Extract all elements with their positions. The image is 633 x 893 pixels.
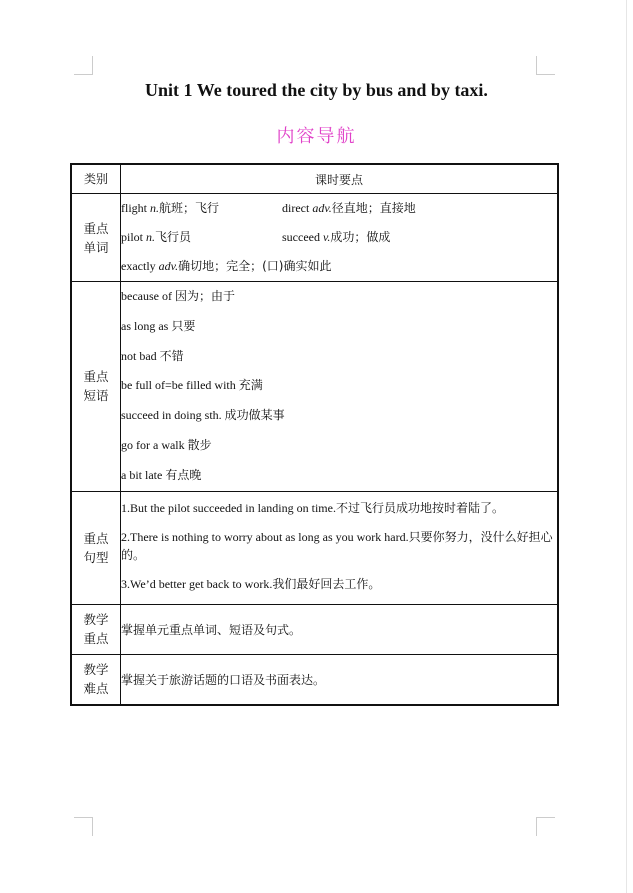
category-label: 教学 [83,612,109,628]
phrase-en: as long as [121,318,172,333]
category-label: 教学 [83,662,109,678]
sentence-cn: 只要你努力，没什么好担心的。 [121,529,553,562]
category-cell-difficulties [71,654,121,705]
category-label: 重点 [83,530,109,546]
table-row-sentences [71,491,558,604]
difficulties-text: 掌握关于旅游话题的口语及书面表达。 [121,654,559,705]
phrase-en: not bad [121,348,160,363]
phrase-line [121,431,557,461]
page-title: Unit 1 We toured the city by bus and by taxi. [145,80,488,100]
word-line [121,252,557,281]
category-label: 单词 [83,239,109,255]
table-header-row [71,164,558,194]
table-row-difficulties [71,654,558,705]
phrase-cn: 不错 [159,348,184,363]
word-cn: 确切地；完全；(口)确实如此 [178,259,332,273]
word-pos: n. [150,201,159,215]
word-en: succeed [282,230,323,244]
crop-mark-bottom-left [74,817,93,836]
sentences-cell [121,491,559,604]
table-row-phrases [71,282,558,492]
phrase-en: because of [121,289,175,303]
table-row-key-points [71,604,558,654]
sentence-item [121,499,557,517]
category-label: 句型 [83,549,109,565]
phrase-line [121,312,557,342]
words-cell [121,194,559,282]
sentence-cn: 不过飞行员成功地按时着陆了。 [335,500,504,515]
phrase-cn: 因为；由于 [174,289,235,303]
word-pos: adv. [312,201,332,215]
phrase-en: a bit late [121,467,166,482]
sentence-en: 2.There is nothing to worry about as long as you work hard. [121,529,409,544]
word-cn: 成功；做成 [330,230,391,244]
phrase-en: go for a walk [121,437,188,452]
category-cell-phrases [71,282,121,492]
header-category: 类别 [71,164,121,194]
phrase-en: be full of=be filled with [121,378,239,393]
phrase-cn: 散步 [187,437,212,452]
section-subtitle: 内容导航 [276,126,357,147]
word-en: flight [121,201,150,215]
phrase-line [121,401,557,431]
key-points-text: 掌握单元重点单词、短语及句式。 [121,604,559,654]
crop-mark-bottom-right [536,817,555,836]
phrases-cell [121,282,559,492]
category-label: 重点 [83,220,109,236]
category-label: 短语 [83,388,109,404]
category-cell-sentences [71,491,121,604]
sentence-cn: 我们最好回去工作。 [272,576,381,591]
category-cell-key-points [71,604,121,654]
word-en: pilot [121,230,147,244]
lesson-table [70,163,559,706]
header-points: 课时要点 [121,164,559,194]
sentence-item [121,575,557,593]
phrase-cn: 只要 [171,318,196,333]
crop-mark-top-right [536,56,555,75]
crop-mark-top-left [74,56,93,75]
word-pos: n. [146,230,156,244]
word-en: exactly [121,259,159,273]
word-en: direct [282,201,313,215]
category-label: 难点 [83,681,109,697]
phrase-line [121,371,557,401]
phrase-cn: 成功做某事 [224,408,285,423]
word-line [121,223,557,252]
table-row-words [71,194,558,282]
sentence-en: 1.But the pilot succeeded in landing on time. [121,500,336,515]
category-label: 重点 [83,631,109,647]
word-cn: 飞行员 [155,230,192,244]
sentence-en: 3.We’d better get back to work. [121,576,273,591]
word-cn: 航班；飞行 [159,201,220,215]
category-label: 重点 [83,369,109,385]
word-cn: 径直地；直接地 [331,201,416,215]
phrase-en: succeed in doing sth. [121,408,225,423]
phrase-cn: 有点晚 [165,467,202,482]
sentence-item [121,528,557,564]
word-line [121,194,557,223]
phrase-cn: 充满 [238,378,263,393]
phrase-line [121,282,557,312]
word-pos: adv. [158,259,179,273]
phrase-line [121,461,557,491]
word-pos: v. [322,230,331,244]
phrase-line [121,342,557,372]
category-cell-words [71,194,121,282]
